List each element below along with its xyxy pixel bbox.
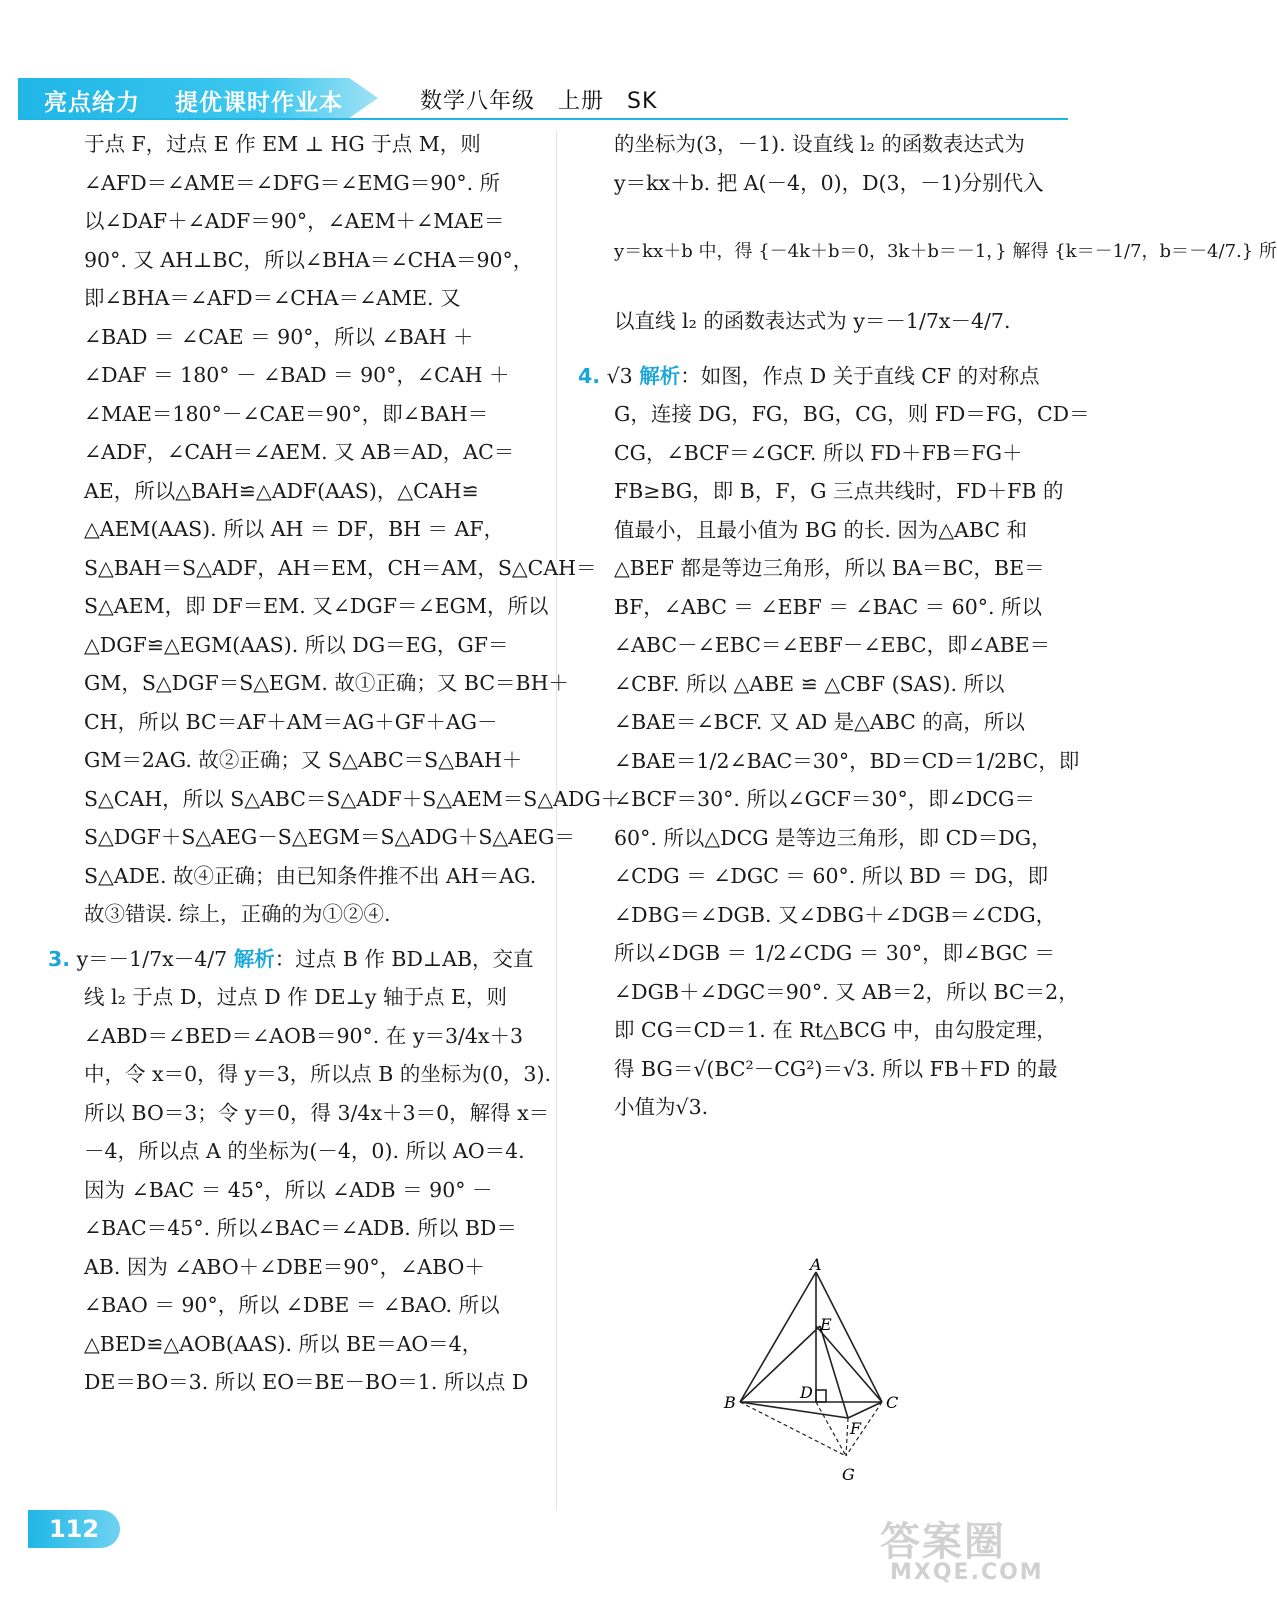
text-line: 得 BG＝√(BC²－CG²)＝√3. 所以 FB＋FD 的最 xyxy=(614,1056,1058,1081)
text-line: ∠CDG ＝ ∠DGC ＝ 60°. 所以 BD ＝ DG，即 xyxy=(614,864,1049,888)
text-line: ∠MAE＝180°－∠CAE＝90°，即∠BAH＝ xyxy=(84,401,489,426)
text-line: 以∠DAF＋∠ADF＝90°，∠AEM＋∠MAE＝ xyxy=(84,209,505,233)
text-line: S△CAH，所以 S△ABC＝S△ADF＋S△AEM＝S△ADG＋ xyxy=(84,786,622,811)
label-e: E xyxy=(820,1315,832,1334)
text-line: FB≥BG，即 B，F，G 三点共线时，FD＋FB 的 xyxy=(614,479,1064,503)
right-column xyxy=(578,125,1277,1127)
series-name: 提优课时作业本 xyxy=(175,90,343,116)
text-line: △BEF 都是等边三角形，所以 BA＝BC，BE＝ xyxy=(614,556,1045,580)
text-line: CH，所以 BC＝AF＋AM＝AG＋GF＋AG－ xyxy=(84,709,498,734)
text-line: DE＝BO＝3. 所以 EO＝BE－BO＝1. 所以点 D xyxy=(84,1370,529,1394)
text-line: 故③错误. 综上，正确的为①②④. xyxy=(84,902,391,926)
text-line: 小值为√3. xyxy=(614,1095,709,1119)
text-line: 的坐标为(3，－1). 设直线 l₂ 的函数表达式为 xyxy=(614,132,1025,156)
text-line: 中，令 x＝0，得 y＝3，所以点 B 的坐标为(0，3). xyxy=(84,1062,551,1086)
text-line: 60°. 所以△DCG 是等边三角形，即 CD＝DG， xyxy=(614,825,1052,850)
text-line: ∠AFD＝∠AME＝∠DFG＝∠EMG＝90°. 所 xyxy=(84,170,501,195)
text-line: ∠ADF，∠CAH＝∠AEM. 又 AB＝AD，AC＝ xyxy=(84,440,515,464)
text-line: GM，S△DGF＝S△EGM. 故①正确；又 BC＝BH＋ xyxy=(84,671,569,695)
analysis-label: 解析 xyxy=(639,363,681,388)
text-line: ∠BAD ＝ ∠CAE ＝ 90°，所以 ∠BAH ＋ xyxy=(84,324,474,349)
text-line: CG，∠BCF＝∠GCF. 所以 FD＋FB＝FG＋ xyxy=(614,440,1023,465)
label-g: G xyxy=(842,1465,855,1484)
label-c: C xyxy=(886,1393,899,1412)
label-d: D xyxy=(800,1383,813,1402)
text-line: 90°. 又 AH⊥BC，所以∠BHA＝∠CHA＝90°， xyxy=(84,247,534,272)
watermark-url: MXQE.COM xyxy=(890,1560,1044,1585)
text-line: ∠BAO ＝ 90°，所以 ∠DBE ＝ ∠BAO. 所以 xyxy=(84,1293,500,1317)
text-line: 所以∠DGB ＝ 1/2∠CDG ＝ 30°，即∠BGC ＝ xyxy=(614,941,1055,965)
text-line: ∠BAC＝45°. 所以∠BAC＝∠ADB. 所以 BD＝ xyxy=(84,1216,517,1240)
text-line: 值最小，且最小值为 BG 的长. 因为△ABC 和 xyxy=(614,517,1028,542)
text-line: ∠DAF ＝ 180° － ∠BAD ＝ 90°，∠CAH ＋ xyxy=(84,363,510,387)
geometry-figure xyxy=(720,1255,920,1488)
equation-system-line: y＝kx＋b 中，得 {－4k＋b＝0，3k＋b＝－1，} 解得 {k＝－1/7，b＝－4/7.} 所 xyxy=(614,241,1277,262)
text-line: 所以 BO＝3；令 y＝0，得 3/4x＋3＝0，解得 x＝ xyxy=(84,1100,550,1125)
text-line: －4，所以点 A 的坐标为(－4，0). 所以 AO＝4. xyxy=(84,1139,525,1163)
page-number: 112 xyxy=(28,1510,120,1548)
left-column xyxy=(48,125,622,1402)
page-header xyxy=(0,78,1085,118)
brand-name: 亮点给力 xyxy=(44,90,140,116)
question-answer: y＝－1/7x－4/7 xyxy=(76,946,228,971)
text-line: S△DGF＋S△AEG－S△EGM＝S△ADG＋S△AEG＝ xyxy=(84,825,575,849)
subject-title: 数学八年级 上册 SK xyxy=(420,89,658,114)
text-line: 因为 ∠BAC ＝ 45°，所以 ∠ADB ＝ 90° － xyxy=(84,1177,493,1202)
text-line: ∠ABC－∠EBC＝∠EBF－∠EBC，即∠ABE＝ xyxy=(614,633,1051,657)
text-line: ∠DBG＝∠DGB. 又∠DBG＋∠DGB＝∠CDG， xyxy=(614,902,1057,927)
label-f: F xyxy=(850,1419,862,1438)
text-line: S△BAH＝S△ADF，AH＝EM，CH＝AM，S△CAH＝ xyxy=(84,555,597,580)
question-answer: √3 xyxy=(606,363,633,388)
question-3-head xyxy=(48,940,538,979)
question-number: 3. xyxy=(48,946,71,971)
label-b: B xyxy=(724,1393,736,1412)
analysis-label: 解析 xyxy=(233,946,275,971)
text-line: ∠ABD＝∠BED＝∠AOB＝90°. 在 y＝3/4x＋3 xyxy=(84,1023,524,1048)
text-line: AE，所以△BAH≌△ADF(AAS)，△CAH≌ xyxy=(84,478,479,503)
text-line: ∠BAE＝∠BCF. 又 AD 是△ABC 的高，所以 xyxy=(614,710,1025,734)
text-line: ∠BCF＝30°. 所以∠GCF＝30°，即∠DCG＝ xyxy=(614,787,1035,811)
watermark-title: 答案圈 xyxy=(880,1519,1006,1565)
text-line: BF，∠ABC ＝ ∠EBF ＝ ∠BAC ＝ 60°. 所以 xyxy=(614,594,1043,619)
text-line: GM＝2AG. 故②正确；又 S△ABC＝S△BAH＋ xyxy=(84,748,523,772)
question-number: 4. xyxy=(578,363,601,388)
header-rule xyxy=(18,118,1068,120)
watermark xyxy=(860,1510,1060,1590)
text-line: 于点 F，过点 E 作 EM ⊥ HG 于点 M，则 xyxy=(84,132,481,156)
label-a: A xyxy=(810,1255,822,1274)
text-line: ∠BAE＝1/2∠BAC＝30°，BD＝CD＝1/2BC，即 xyxy=(614,748,1080,773)
text-line: 线 l₂ 于点 D，过点 D 作 DE⊥y 轴于点 E，则 xyxy=(84,985,508,1009)
text-line: △DGF≌△EGM(AAS). 所以 DG＝EG，GF＝ xyxy=(84,632,509,657)
text-line: G，连接 DG，FG，BG，CG，则 FD＝FG，CD＝ xyxy=(614,402,1090,426)
text-line: ∠DGB＋∠DGC＝90°. 又 AB＝2，所以 BC＝2， xyxy=(614,979,1079,1004)
question-4-head xyxy=(578,357,1056,396)
text-line: ：如图，作点 D 关于直线 CF 的对称点 xyxy=(680,363,1040,388)
text-line: △AEM(AAS). 所以 AH ＝ DF，BH ＝ AF， xyxy=(84,517,505,541)
text-line: 即∠BHA＝∠AFD＝∠CHA＝∠AME. 又 xyxy=(84,286,461,310)
text-line: AB. 因为 ∠ABO＋∠DBE＝90°，∠ABO＋ xyxy=(84,1254,485,1279)
text-line: ：过点 B 作 BD⊥AB，交直 xyxy=(274,946,534,971)
text-line: S△AEM，即 DF＝EM. 又∠DGF＝∠EGM，所以 xyxy=(84,594,549,618)
text-line: y＝kx＋b. 把 A(－4，0)，D(3，－1)分别代入 xyxy=(614,170,1044,195)
text-line: △BED≌△AOB(AAS). 所以 BE＝AO＝4， xyxy=(84,1331,483,1356)
text-line: S△ADE. 故④正确；由已知条件推不出 AH＝AG. xyxy=(84,863,537,888)
text-line: 以直线 l₂ 的函数表达式为 y＝－1/7x－4/7. xyxy=(614,309,1011,333)
text-line: ∠CBF. 所以 △ABE ≌ △CBF (SAS). 所以 xyxy=(614,671,1005,696)
text-line: 即 CG＝CD＝1. 在 Rt△BCG 中，由勾股定理， xyxy=(614,1018,1057,1042)
